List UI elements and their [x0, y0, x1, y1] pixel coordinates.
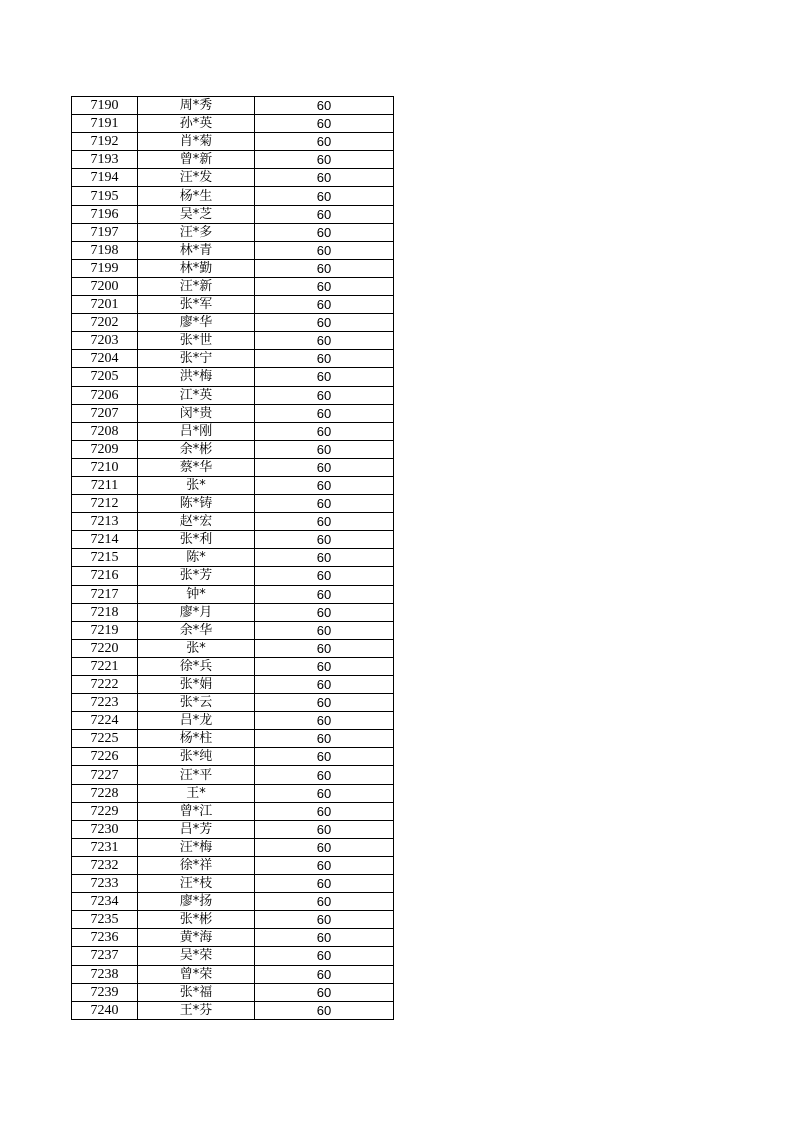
- score-cell: 60: [255, 277, 394, 295]
- name-cell: 吕*龙: [138, 712, 255, 730]
- table-row: [72, 187, 394, 205]
- row-number-cell: 7220: [72, 639, 138, 657]
- name-cell: 周*秀: [138, 97, 255, 115]
- row-number-cell: 7224: [72, 712, 138, 730]
- name-cell: 吕*芳: [138, 820, 255, 838]
- name-cell: 汪*多: [138, 223, 255, 241]
- score-cell: 60: [255, 585, 394, 603]
- table-row: [72, 205, 394, 223]
- name-cell: 张*: [138, 476, 255, 494]
- row-number-cell: 7202: [72, 314, 138, 332]
- row-number-cell: 7234: [72, 893, 138, 911]
- table-row: [72, 621, 394, 639]
- name-cell: 汪*枝: [138, 875, 255, 893]
- name-cell: 汪*平: [138, 766, 255, 784]
- table-row: [72, 639, 394, 657]
- score-cell: 60: [255, 296, 394, 314]
- score-cell: 60: [255, 983, 394, 1001]
- name-cell: 张*彬: [138, 911, 255, 929]
- score-cell: 60: [255, 875, 394, 893]
- row-number-cell: 7207: [72, 404, 138, 422]
- row-number-cell: 7223: [72, 694, 138, 712]
- row-number-cell: 7195: [72, 187, 138, 205]
- row-number-cell: 7192: [72, 133, 138, 151]
- table-row: [72, 784, 394, 802]
- score-cell: 60: [255, 657, 394, 675]
- row-number-cell: 7212: [72, 495, 138, 513]
- name-cell: 汪*发: [138, 169, 255, 187]
- row-number-cell: 7233: [72, 875, 138, 893]
- score-cell: 60: [255, 748, 394, 766]
- row-number-cell: 7229: [72, 802, 138, 820]
- table-row: [72, 368, 394, 386]
- table-row: [72, 296, 394, 314]
- row-number-cell: 7215: [72, 549, 138, 567]
- table-row: [72, 386, 394, 404]
- table-row: [72, 476, 394, 494]
- score-cell: 60: [255, 784, 394, 802]
- row-number-cell: 7190: [72, 97, 138, 115]
- name-cell: 廖*扬: [138, 893, 255, 911]
- row-number-cell: 7226: [72, 748, 138, 766]
- table-row: [72, 585, 394, 603]
- row-number-cell: 7216: [72, 567, 138, 585]
- row-number-cell: 7206: [72, 386, 138, 404]
- score-cell: 60: [255, 495, 394, 513]
- name-cell: 蔡*华: [138, 458, 255, 476]
- records-table: [71, 96, 394, 1020]
- name-cell: 张*军: [138, 296, 255, 314]
- row-number-cell: 7217: [72, 585, 138, 603]
- row-number-cell: 7191: [72, 115, 138, 133]
- row-number-cell: 7231: [72, 838, 138, 856]
- table-row: [72, 440, 394, 458]
- name-cell: 洪*梅: [138, 368, 255, 386]
- row-number-cell: 7237: [72, 947, 138, 965]
- records-body: [72, 97, 394, 1020]
- table-row: [72, 712, 394, 730]
- table-row: [72, 513, 394, 531]
- name-cell: 张*世: [138, 332, 255, 350]
- table-row: [72, 422, 394, 440]
- table-row: [72, 314, 394, 332]
- name-cell: 汪*梅: [138, 838, 255, 856]
- table-row: [72, 893, 394, 911]
- table-row: [72, 838, 394, 856]
- row-number-cell: 7225: [72, 730, 138, 748]
- table-row: [72, 495, 394, 513]
- row-number-cell: 7208: [72, 422, 138, 440]
- score-cell: 60: [255, 259, 394, 277]
- row-number-cell: 7210: [72, 458, 138, 476]
- row-number-cell: 7209: [72, 440, 138, 458]
- table-row: [72, 676, 394, 694]
- name-cell: 张*利: [138, 531, 255, 549]
- table-row: [72, 115, 394, 133]
- row-number-cell: 7197: [72, 223, 138, 241]
- name-cell: 闵*贵: [138, 404, 255, 422]
- row-number-cell: 7201: [72, 296, 138, 314]
- score-cell: 60: [255, 97, 394, 115]
- table-row: [72, 766, 394, 784]
- table-row: [72, 820, 394, 838]
- table-row: [72, 223, 394, 241]
- score-cell: 60: [255, 603, 394, 621]
- score-cell: 60: [255, 838, 394, 856]
- row-number-cell: 7227: [72, 766, 138, 784]
- table-row: [72, 603, 394, 621]
- score-cell: 60: [255, 676, 394, 694]
- score-cell: 60: [255, 929, 394, 947]
- score-cell: 60: [255, 458, 394, 476]
- name-cell: 张*福: [138, 983, 255, 1001]
- name-cell: 徐*兵: [138, 657, 255, 675]
- name-cell: 廖*华: [138, 314, 255, 332]
- score-cell: 60: [255, 133, 394, 151]
- table-row: [72, 567, 394, 585]
- name-cell: 曾*江: [138, 802, 255, 820]
- row-number-cell: 7214: [72, 531, 138, 549]
- table-row: [72, 332, 394, 350]
- score-cell: 60: [255, 621, 394, 639]
- row-number-cell: 7199: [72, 259, 138, 277]
- score-cell: 60: [255, 386, 394, 404]
- name-cell: 陈*铸: [138, 495, 255, 513]
- row-number-cell: 7238: [72, 965, 138, 983]
- name-cell: 孙*英: [138, 115, 255, 133]
- score-cell: 60: [255, 820, 394, 838]
- table-row: [72, 856, 394, 874]
- score-cell: 60: [255, 476, 394, 494]
- name-cell: 王*: [138, 784, 255, 802]
- name-cell: 吴*荣: [138, 947, 255, 965]
- score-cell: 60: [255, 187, 394, 205]
- table-row: [72, 404, 394, 422]
- name-cell: 张*芳: [138, 567, 255, 585]
- score-cell: 60: [255, 893, 394, 911]
- table-row: [72, 169, 394, 187]
- score-cell: 60: [255, 314, 394, 332]
- score-cell: 60: [255, 965, 394, 983]
- name-cell: 曾*荣: [138, 965, 255, 983]
- score-cell: 60: [255, 639, 394, 657]
- table-row: [72, 947, 394, 965]
- table-row: [72, 531, 394, 549]
- row-number-cell: 7232: [72, 856, 138, 874]
- score-cell: 60: [255, 712, 394, 730]
- name-cell: 杨*柱: [138, 730, 255, 748]
- row-number-cell: 7218: [72, 603, 138, 621]
- name-cell: 张*纯: [138, 748, 255, 766]
- row-number-cell: 7230: [72, 820, 138, 838]
- table-row: [72, 277, 394, 295]
- name-cell: 汪*新: [138, 277, 255, 295]
- name-cell: 杨*生: [138, 187, 255, 205]
- row-number-cell: 7200: [72, 277, 138, 295]
- table-row: [72, 983, 394, 1001]
- row-number-cell: 7235: [72, 911, 138, 929]
- name-cell: 钟*: [138, 585, 255, 603]
- table-row: [72, 97, 394, 115]
- score-cell: 60: [255, 1001, 394, 1019]
- name-cell: 张*云: [138, 694, 255, 712]
- table-row: [72, 458, 394, 476]
- name-cell: 王*芬: [138, 1001, 255, 1019]
- score-cell: 60: [255, 223, 394, 241]
- name-cell: 廖*月: [138, 603, 255, 621]
- row-number-cell: 7222: [72, 676, 138, 694]
- name-cell: 余*华: [138, 621, 255, 639]
- name-cell: 张*: [138, 639, 255, 657]
- row-number-cell: 7213: [72, 513, 138, 531]
- score-cell: 60: [255, 549, 394, 567]
- score-cell: 60: [255, 802, 394, 820]
- row-number-cell: 7221: [72, 657, 138, 675]
- name-cell: 余*彬: [138, 440, 255, 458]
- table-row: [72, 730, 394, 748]
- row-number-cell: 7194: [72, 169, 138, 187]
- score-cell: 60: [255, 567, 394, 585]
- score-cell: 60: [255, 531, 394, 549]
- name-cell: 张*娟: [138, 676, 255, 694]
- score-cell: 60: [255, 241, 394, 259]
- score-cell: 60: [255, 911, 394, 929]
- name-cell: 张*宁: [138, 350, 255, 368]
- row-number-cell: 7198: [72, 241, 138, 259]
- score-cell: 60: [255, 947, 394, 965]
- table-row: [72, 241, 394, 259]
- score-cell: 60: [255, 694, 394, 712]
- table-row: [72, 748, 394, 766]
- row-number-cell: 7239: [72, 983, 138, 1001]
- table-row: [72, 875, 394, 893]
- row-number-cell: 7236: [72, 929, 138, 947]
- name-cell: 徐*祥: [138, 856, 255, 874]
- row-number-cell: 7204: [72, 350, 138, 368]
- table-row: [72, 1001, 394, 1019]
- score-cell: 60: [255, 730, 394, 748]
- name-cell: 林*勤: [138, 259, 255, 277]
- name-cell: 赵*宏: [138, 513, 255, 531]
- score-cell: 60: [255, 169, 394, 187]
- score-cell: 60: [255, 205, 394, 223]
- table-row: [72, 911, 394, 929]
- table-row: [72, 802, 394, 820]
- row-number-cell: 7219: [72, 621, 138, 639]
- name-cell: 肖*菊: [138, 133, 255, 151]
- table-row: [72, 965, 394, 983]
- table-row: [72, 350, 394, 368]
- score-cell: 60: [255, 856, 394, 874]
- row-number-cell: 7203: [72, 332, 138, 350]
- score-cell: 60: [255, 404, 394, 422]
- score-cell: 60: [255, 368, 394, 386]
- row-number-cell: 7205: [72, 368, 138, 386]
- score-cell: 60: [255, 440, 394, 458]
- table-row: [72, 694, 394, 712]
- name-cell: 吴*芝: [138, 205, 255, 223]
- table-row: [72, 657, 394, 675]
- row-number-cell: 7211: [72, 476, 138, 494]
- name-cell: 江*英: [138, 386, 255, 404]
- name-cell: 吕*刚: [138, 422, 255, 440]
- name-cell: 黄*海: [138, 929, 255, 947]
- name-cell: 林*青: [138, 241, 255, 259]
- row-number-cell: 7196: [72, 205, 138, 223]
- score-cell: 60: [255, 151, 394, 169]
- score-cell: 60: [255, 513, 394, 531]
- score-cell: 60: [255, 332, 394, 350]
- table-row: [72, 133, 394, 151]
- score-cell: 60: [255, 350, 394, 368]
- table-row: [72, 929, 394, 947]
- row-number-cell: 7240: [72, 1001, 138, 1019]
- table-row: [72, 151, 394, 169]
- table-row: [72, 259, 394, 277]
- row-number-cell: 7228: [72, 784, 138, 802]
- score-cell: 60: [255, 422, 394, 440]
- score-cell: 60: [255, 766, 394, 784]
- row-number-cell: 7193: [72, 151, 138, 169]
- name-cell: 陈*: [138, 549, 255, 567]
- name-cell: 曾*新: [138, 151, 255, 169]
- score-cell: 60: [255, 115, 394, 133]
- table-row: [72, 549, 394, 567]
